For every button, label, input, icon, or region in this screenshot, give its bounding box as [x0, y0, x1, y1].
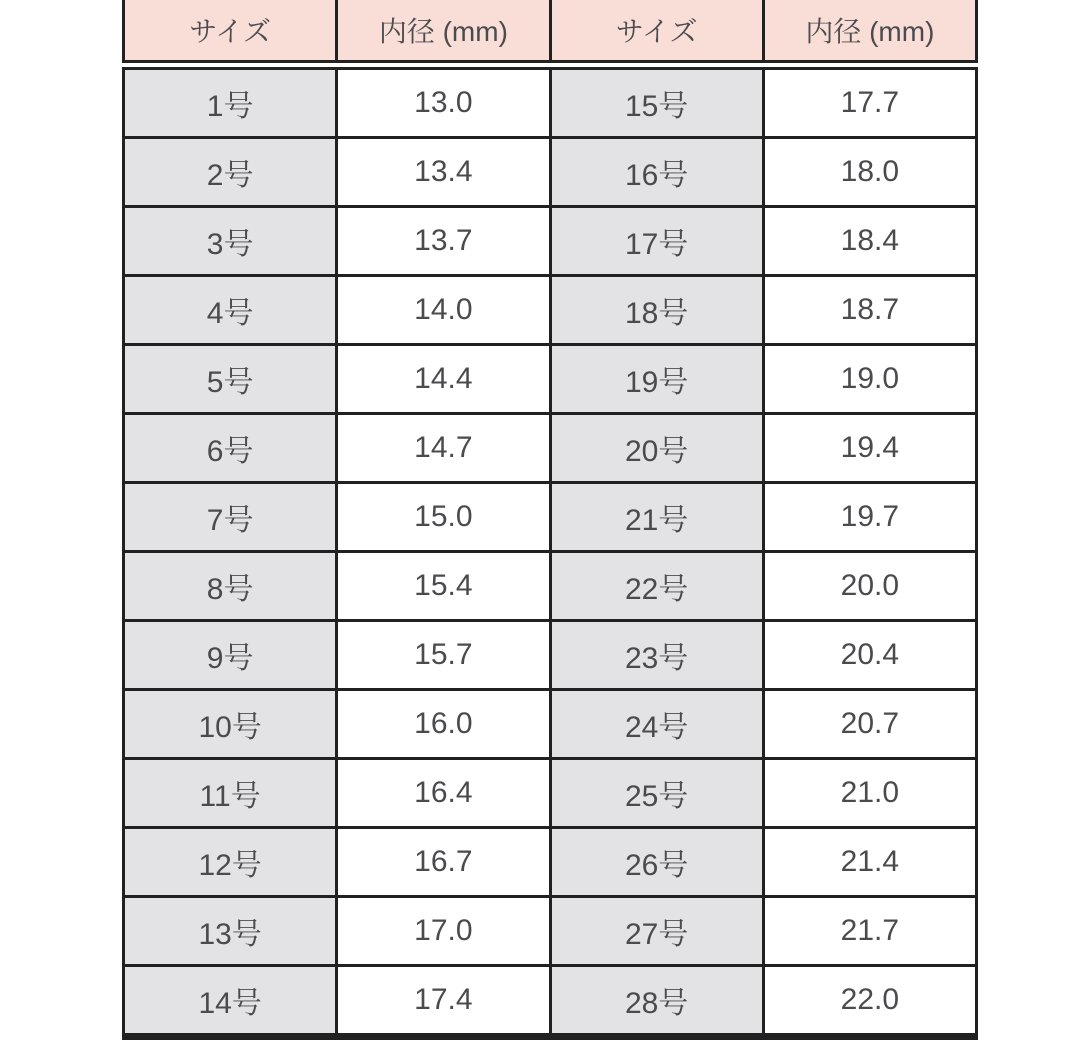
table-row [124, 414, 977, 483]
ring-size-cell: 16号 [550, 138, 763, 207]
inner-diameter-cell: 20.0 [763, 552, 976, 621]
inner-diameter-cell: 17.7 [763, 65, 976, 138]
ring-size-cell: 12号 [124, 828, 337, 897]
ring-size-cell: 1号 [124, 65, 337, 138]
ring-size-cell: 5号 [124, 345, 337, 414]
ring-size-cell: 3号 [124, 207, 337, 276]
ring-size-cell: 26号 [550, 828, 763, 897]
inner-diameter-cell: 18.7 [763, 276, 976, 345]
inner-diameter-cell: 14.7 [337, 414, 550, 483]
ring-size-cell: 14号 [124, 966, 337, 1037]
inner-diameter-cell: 19.7 [763, 483, 976, 552]
ring-size-cell: 9号 [124, 621, 337, 690]
inner-diameter-cell: 13.4 [337, 138, 550, 207]
ring-size-cell: 10号 [124, 690, 337, 759]
inner-diameter-cell: 21.4 [763, 828, 976, 897]
inner-diameter-cell: 18.4 [763, 207, 976, 276]
table-row [124, 138, 977, 207]
ring-size-table-container [122, 0, 978, 1040]
ring-size-cell: 18号 [550, 276, 763, 345]
inner-diameter-cell: 16.4 [337, 759, 550, 828]
table-row [124, 345, 977, 414]
ring-size-cell: 15号 [550, 65, 763, 138]
table-body [124, 65, 977, 1037]
ring-size-cell: 11号 [124, 759, 337, 828]
inner-diameter-cell: 13.0 [337, 65, 550, 138]
table-row [124, 828, 977, 897]
inner-diameter-cell: 16.7 [337, 828, 550, 897]
header-size-right: サイズ [550, 0, 763, 65]
table-row [124, 483, 977, 552]
inner-diameter-cell: 16.0 [337, 690, 550, 759]
ring-size-cell: 4号 [124, 276, 337, 345]
ring-size-cell: 20号 [550, 414, 763, 483]
table-row [124, 65, 977, 138]
inner-diameter-cell: 15.4 [337, 552, 550, 621]
ring-size-cell: 7号 [124, 483, 337, 552]
ring-size-cell: 17号 [550, 207, 763, 276]
ring-size-cell: 25号 [550, 759, 763, 828]
ring-size-cell: 28号 [550, 966, 763, 1037]
inner-diameter-cell: 14.0 [337, 276, 550, 345]
ring-size-cell: 23号 [550, 621, 763, 690]
ring-size-cell: 19号 [550, 345, 763, 414]
table-row [124, 621, 977, 690]
inner-diameter-cell: 15.0 [337, 483, 550, 552]
ring-size-cell: 8号 [124, 552, 337, 621]
ring-size-cell: 13号 [124, 897, 337, 966]
ring-size-cell: 2号 [124, 138, 337, 207]
header-diameter-right: 内径 (mm) [763, 0, 976, 65]
table-row [124, 552, 977, 621]
table-row [124, 966, 977, 1037]
inner-diameter-cell: 13.7 [337, 207, 550, 276]
inner-diameter-cell: 19.0 [763, 345, 976, 414]
table-row [124, 759, 977, 828]
inner-diameter-cell: 19.4 [763, 414, 976, 483]
header-size-left: サイズ [124, 0, 337, 65]
ring-size-cell: 21号 [550, 483, 763, 552]
inner-diameter-cell: 17.4 [337, 966, 550, 1037]
table-row [124, 690, 977, 759]
header-row [124, 0, 977, 65]
inner-diameter-cell: 20.4 [763, 621, 976, 690]
ring-size-cell: 6号 [124, 414, 337, 483]
inner-diameter-cell: 18.0 [763, 138, 976, 207]
header-diameter-left: 内径 (mm) [337, 0, 550, 65]
ring-size-cell: 27号 [550, 897, 763, 966]
ring-size-table [122, 0, 978, 1040]
inner-diameter-cell: 20.7 [763, 690, 976, 759]
inner-diameter-cell: 22.0 [763, 966, 976, 1037]
ring-size-cell: 22号 [550, 552, 763, 621]
table-row [124, 897, 977, 966]
table-header [124, 0, 977, 65]
ring-size-cell: 24号 [550, 690, 763, 759]
inner-diameter-cell: 14.4 [337, 345, 550, 414]
inner-diameter-cell: 17.0 [337, 897, 550, 966]
table-row [124, 276, 977, 345]
inner-diameter-cell: 21.7 [763, 897, 976, 966]
inner-diameter-cell: 15.7 [337, 621, 550, 690]
inner-diameter-cell: 21.0 [763, 759, 976, 828]
table-row [124, 207, 977, 276]
